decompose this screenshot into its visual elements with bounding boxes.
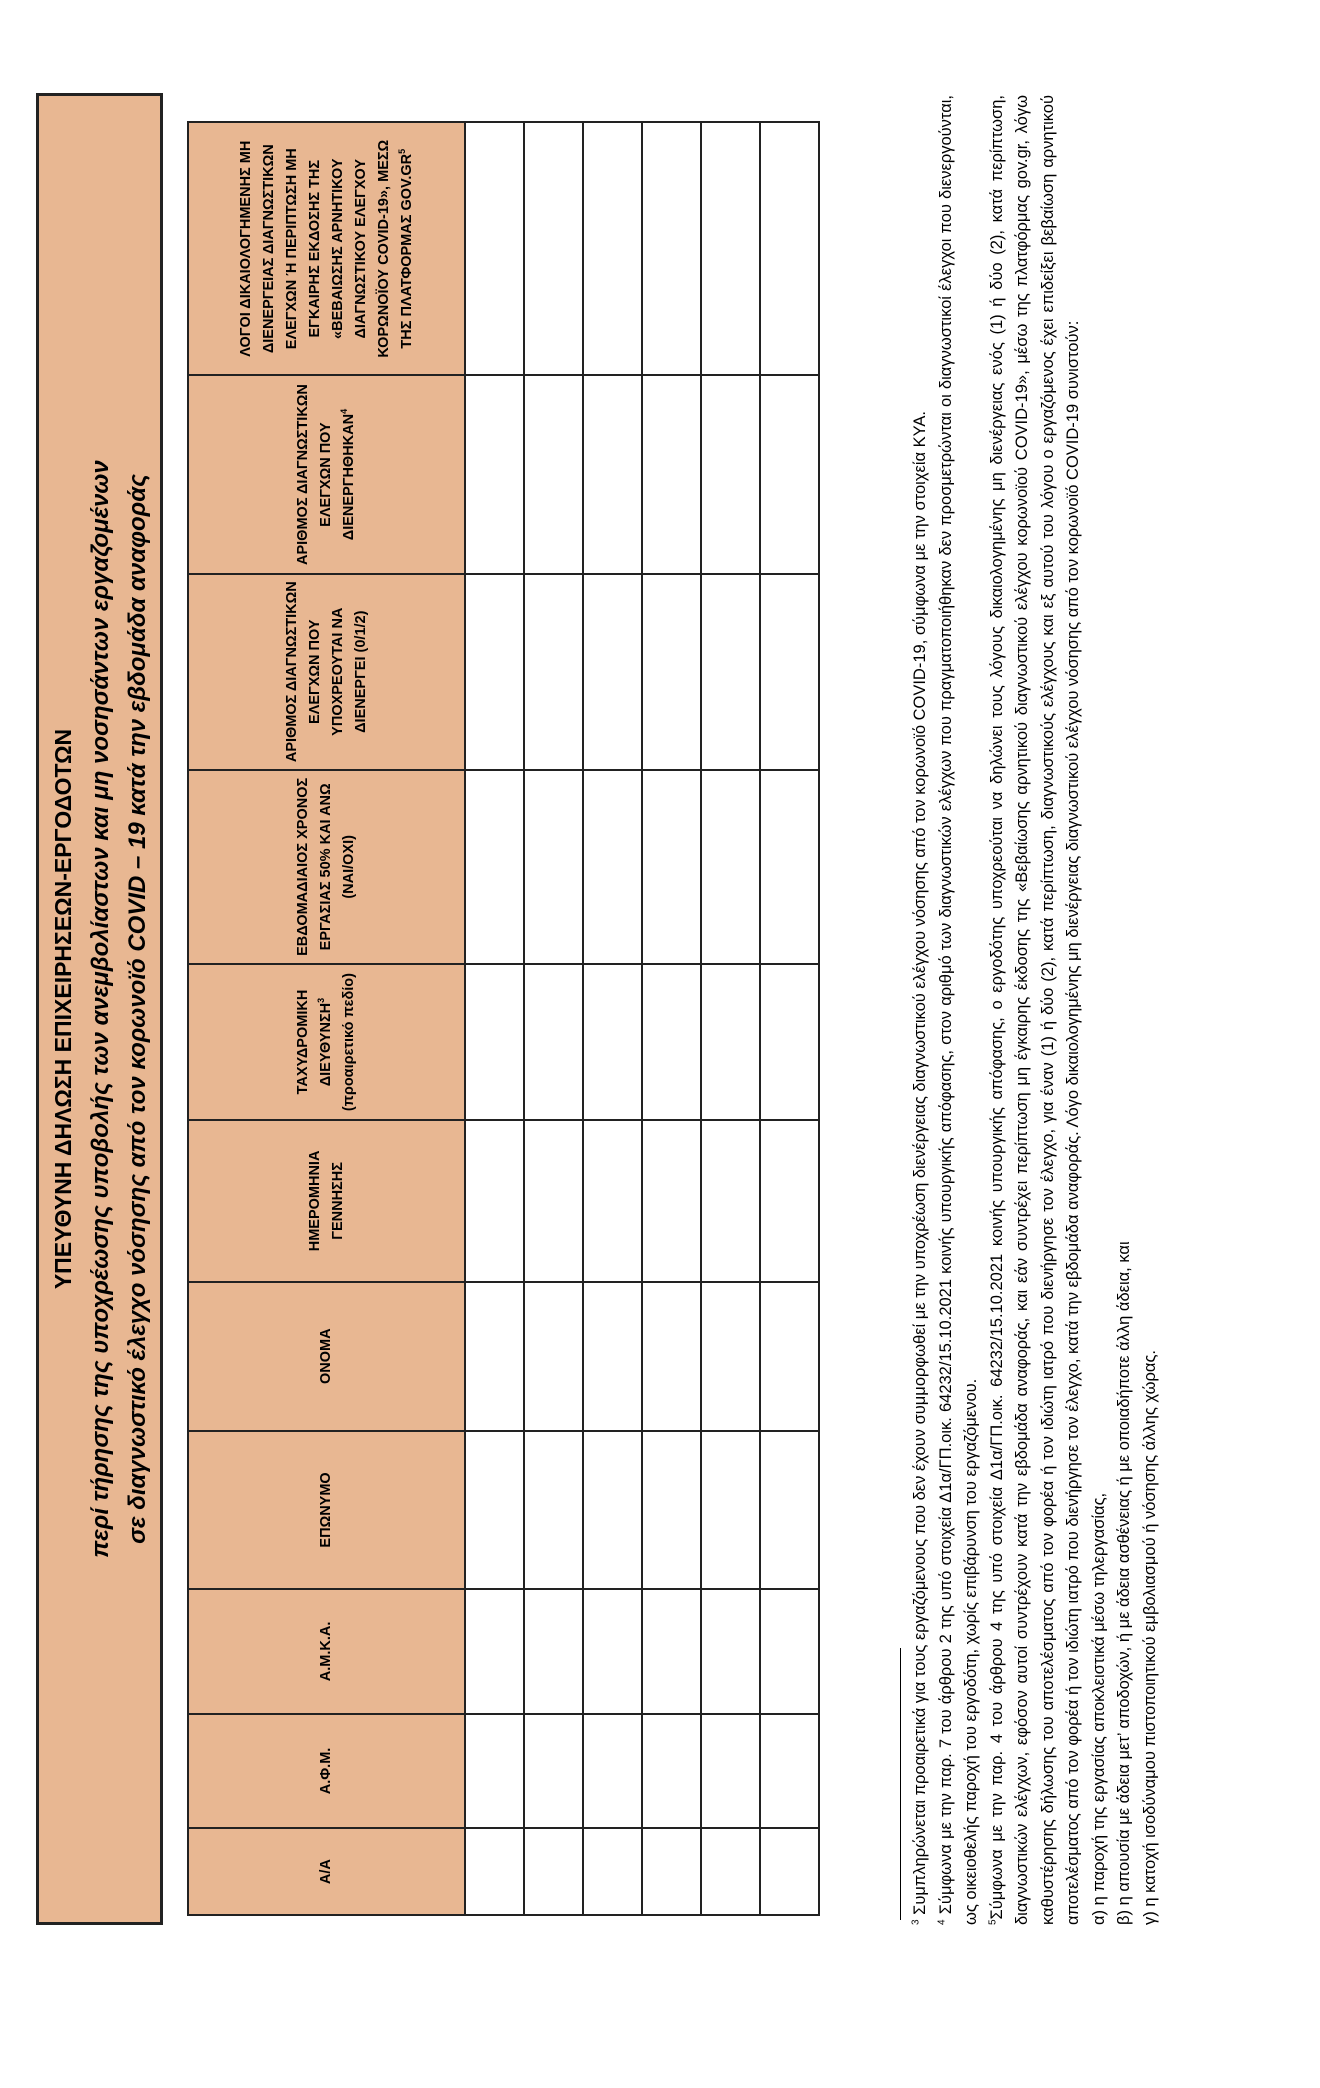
cell-afm[interactable] (465, 1714, 524, 1828)
cell-name[interactable] (642, 1282, 701, 1431)
cell-aa[interactable] (642, 1828, 701, 1915)
cell-tests-performed[interactable] (524, 375, 583, 573)
col-header-weekly-hours: ΕΒΔΟΜΑΔΙΑΙΟΣ ΧΡΟΝΟΣ ΕΡΓΑΣΙΑΣ 50% ΚΑΙ ΑΝΩ (ΝΑΙ/ΟΧΙ) (188, 770, 465, 964)
table-row (524, 122, 583, 1915)
cell-postal-address[interactable] (583, 964, 642, 1120)
cell-tests-performed[interactable] (760, 375, 819, 573)
cell-name[interactable] (760, 1282, 819, 1431)
form-title: ΥΠΕΥΘΥΝΗ ΔΗΛΩΣΗ ΕΠΙΧΕΙΡΗΣΕΩΝ-ΕΡΓΟΔΟΤΩΝ (50, 728, 76, 1290)
footnotes (908, 95, 1163, 1925)
table-row (642, 122, 701, 1915)
cell-aa[interactable] (524, 1828, 583, 1915)
cell-surname[interactable] (465, 1431, 524, 1589)
cell-afm[interactable] (760, 1714, 819, 1828)
cell-birth-date[interactable] (465, 1120, 524, 1281)
table-row (583, 122, 642, 1915)
cell-birth-date[interactable] (642, 1120, 701, 1281)
table-row (465, 122, 524, 1915)
footnote-5-item-c: γ) η κατοχή ισοδύναμου πιστοποιητικού εμβολιασμού ή νόσησης άλλης χώρας. (1140, 1350, 1159, 1925)
cell-birth-date[interactable] (701, 1120, 760, 1281)
cell-amka[interactable] (760, 1589, 819, 1714)
cell-postal-address[interactable] (465, 964, 524, 1120)
cell-postal-address[interactable] (524, 964, 583, 1120)
cell-tests-performed[interactable] (642, 375, 701, 573)
cell-weekly-hours[interactable] (524, 770, 583, 964)
cell-name[interactable] (465, 1282, 524, 1431)
cell-justification[interactable] (583, 122, 642, 375)
col-header-birth-date: ΗΜΕΡΟΜΗΝΙΑ ΓΕΝΝΗΣΗΣ (188, 1120, 465, 1281)
cell-required-tests[interactable] (701, 574, 760, 770)
col-header-surname: ΕΠΩΝΥΜΟ (188, 1431, 465, 1589)
cell-weekly-hours[interactable] (760, 770, 819, 964)
cell-tests-performed[interactable] (465, 375, 524, 573)
cell-surname[interactable] (701, 1431, 760, 1589)
cell-justification[interactable] (524, 122, 583, 375)
cell-afm[interactable] (524, 1714, 583, 1828)
cell-afm[interactable] (642, 1714, 701, 1828)
cell-required-tests[interactable] (760, 574, 819, 770)
cell-aa[interactable] (760, 1828, 819, 1915)
col-header-afm: Α.Φ.Μ. (188, 1714, 465, 1828)
form-title-box (36, 93, 163, 1925)
cell-aa[interactable] (701, 1828, 760, 1915)
footnote-5: $^5$Σύμφωνα με την παρ. 4 του άρθρου 4 της υπό στοιχεία Δ1α/ΓΠ.οικ. 64232/15.10.2021 κοινής υπουργικής απόφασης, ο εργοδότης υποχρεούται να δηλώνει τους λόγους δικαιολογημένης μη διενέργειας ενός (1) ή δύο (2), κατά περίπτωση, διαγνωστικών ελέγχων, εφόσον αυτοί συντρέχουν κατά την εβδομάδα αναφοράς, και εάν συντρέχει περίπτωση μη έγκαιρης έκδοσης της «Βεβαίωσης αρνητικού διαγνωστικού ελέγχου κορωνοϊού COVID-19», μέσω της πλατφόρμας gov.gr, λόγω καθυστέρησης δήλωσης του αποτελέσματος από τον φορέα ή τον ιδιώτη ιατρό που διενήργησε τον έλεγχο, για έναν (1) ή δύο (2), κατά περίπτωση, διαγνωστικούς ελέγχους και εξ αυτού του λόγου ο εργαζόμενος έχει επιδείξει βεβαίωση αρνητικού αποτελέσματος από τον φορέα ή τον ιδιώτη ιατρό που διενήργησε τον έλεγχο, κατά την εβδομάδα αναφοράς. Λόγο δικαιολογημένης μη διενέργειας διαγνωστικού ελέγχου νόσησης από τον κορωνοϊό COVID-19 συνιστούν: (987, 95, 1082, 1925)
table-body (465, 122, 819, 1915)
footnote-5-item-a: α) η παροχή της εργασίας αποκλειστικά μέσω τηλεργασίας, (1089, 1492, 1108, 1925)
col-header-required-tests: ΑΡΙΘΜΟΣ ΔΙΑΓΝΩΣΤΙΚΩΝ ΕΛΕΓΧΩΝ ΠΟΥ ΥΠΟΧΡΕΟΥΤΑΙ ΝΑ ΔΙΕΝΕΡΓΕΙ (0/1/2) (188, 574, 465, 770)
cell-aa[interactable] (583, 1828, 642, 1915)
cell-amka[interactable] (701, 1589, 760, 1714)
cell-birth-date[interactable] (583, 1120, 642, 1281)
table-header-row (188, 122, 465, 1915)
cell-afm[interactable] (701, 1714, 760, 1828)
col-header-name: ΟΝΟΜΑ (188, 1282, 465, 1431)
cell-postal-address[interactable] (701, 964, 760, 1120)
cell-justification[interactable] (760, 122, 819, 375)
cell-name[interactable] (583, 1282, 642, 1431)
cell-amka[interactable] (583, 1589, 642, 1714)
col-header-amka: Α.Μ.Κ.Α. (188, 1589, 465, 1714)
cell-surname[interactable] (760, 1431, 819, 1589)
cell-justification[interactable] (465, 122, 524, 375)
table-row (701, 122, 760, 1915)
cell-required-tests[interactable] (465, 574, 524, 770)
cell-required-tests[interactable] (642, 574, 701, 770)
footnote-separator (900, 1648, 901, 1920)
cell-amka[interactable] (642, 1589, 701, 1714)
cell-afm[interactable] (583, 1714, 642, 1828)
form-subtitle-line-2: σε διαγνωστικό έλεγχο νόσησης από τον κορωνοϊό COVID – 19 κατά την εβδομάδα αναφοράς (124, 474, 151, 1544)
col-header-tests-performed: ΑΡΙΘΜΟΣ ΔΙΑΓΝΩΣΤΙΚΩΝ ΕΛΕΓΧΩΝ ΠΟΥ ΔΙΕΝΕΡΓΗΘΗΚΑΝ$^4$ (188, 375, 465, 573)
cell-required-tests[interactable] (524, 574, 583, 770)
cell-birth-date[interactable] (524, 1120, 583, 1281)
footnote-3: $^3$ Συμπληρώνεται προαιρετικά για τους εργαζόμενους που δεν έχουν συμμορφωθεί με την υποχρέωση διενέργειας διαγνωστικού ελέγχου νόσησης από τον κορωνοϊό COVID-19, σύμφωνα με την στοιχεία ΚΥΑ. (910, 410, 929, 1925)
footnote-5-item-b: β) η απουσία με άδεια μετ’ αποδοχών, ή με άδεια ασθένειας ή με οποιαδήποτε άλλη άδεια, και (1115, 1241, 1133, 1925)
cell-tests-performed[interactable] (701, 375, 760, 573)
cell-name[interactable] (524, 1282, 583, 1431)
table-row (760, 122, 819, 1915)
cell-amka[interactable] (465, 1589, 524, 1714)
cell-weekly-hours[interactable] (642, 770, 701, 964)
cell-aa[interactable] (465, 1828, 524, 1915)
cell-name[interactable] (701, 1282, 760, 1431)
declaration-table (187, 121, 820, 1916)
col-header-justification: ΛΟΓΟΙ ΔΙΚΑΙΟΛΟΓΗΜΕΝΗΣ ΜΗ ΔΙΕΝΕΡΓΕΙΑΣ ΔΙΑΓΝΩΣΤΙΚΩΝ ΕΛΕΓΧΩΝ Ή ΠΕΡΙΠΤΩΣΗ ΜΗ ΕΓΚΑΙΡΗΣ ΕΚΔΟΣΗΣ ΤΗΣ «ΒΕΒΑΙΩΣΗΣ ΑΡΝΗΤΙΚΟΥ ΔΙΑΓΝΩΣΤΙΚΟΥ ΕΛΕΓΧΟΥ ΚΟΡΩΝΟΪΟΥ COVID-19», ΜΕΣΩ ΤΗΣ ΠΛΑΤΦΟΡΜΑΣ $GOV.GR^5$ (188, 122, 465, 375)
col-header-aa: Α/Α (188, 1828, 465, 1915)
cell-surname[interactable] (583, 1431, 642, 1589)
cell-weekly-hours[interactable] (701, 770, 760, 964)
cell-surname[interactable] (642, 1431, 701, 1589)
cell-weekly-hours[interactable] (583, 770, 642, 964)
cell-weekly-hours[interactable] (465, 770, 524, 964)
cell-justification[interactable] (701, 122, 760, 375)
cell-amka[interactable] (524, 1589, 583, 1714)
cell-postal-address[interactable] (642, 964, 701, 1120)
footnote-4: $^4$ Σύμφωνα με την παρ. 7 του άρθρου 2 της υπό στοιχεία Δ1α/ΓΠ.οικ. 64232/15.10.2021 κοινής υπουργικής απόφασης, στον αριθμό των διαγνωστικών ελέγχων που πραγματοποιήθηκαν δεν προσμετρώνται οι διαγνωστικοί έλεγχοι που διενεργούνται, ως οικειοθελής παροχή του εργοδότη, χωρίς επιβάρυνση του εργαζόμενου. (936, 95, 980, 1925)
cell-surname[interactable] (524, 1431, 583, 1589)
cell-birth-date[interactable] (760, 1120, 819, 1281)
cell-postal-address[interactable] (760, 964, 819, 1120)
cell-tests-performed[interactable] (583, 375, 642, 573)
form-subtitle-line-1: περί τήρησης της υποχρέωσης υποβολής των ανεμβολίαστων και μη νοσησάντων εργαζομένων (87, 460, 114, 1558)
cell-justification[interactable] (642, 122, 701, 375)
col-header-postal-address: ΤΑΧΥΔΡΟΜΙΚΗ ΔΙΕΥΘΥΝΣΗ$^3$ (προαιρετικό πεδίο) (188, 964, 465, 1120)
cell-required-tests[interactable] (583, 574, 642, 770)
